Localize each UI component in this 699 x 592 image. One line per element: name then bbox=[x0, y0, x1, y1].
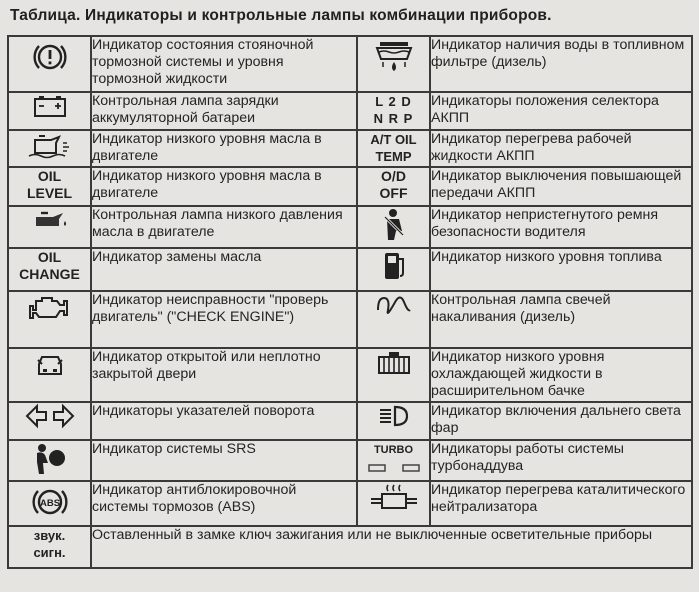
at-oil-temp-label: A/T OIL TEMP bbox=[370, 132, 417, 164]
indicator-description: Оставленный в замке ключ зажигания или не выключенные осветительные приборы bbox=[91, 526, 692, 568]
oil-level-can-icon bbox=[8, 130, 91, 167]
indicator-description: Контрольная лампа зарядки аккумуляторной батареи bbox=[91, 92, 357, 130]
table-row bbox=[8, 481, 692, 526]
seatbelt-icon bbox=[357, 206, 430, 248]
table-row bbox=[8, 92, 692, 130]
indicator-description: Индикаторы работы системы турбонаддува bbox=[430, 440, 692, 481]
battery-icon bbox=[8, 92, 91, 130]
fuel-pump-icon bbox=[357, 248, 430, 291]
indicator-description: Индикатор низкого уровня масла в двигателе bbox=[91, 167, 357, 206]
oil-pressure-icon bbox=[8, 206, 91, 248]
table-row bbox=[8, 206, 692, 248]
indicator-description: Индикатор низкого уровня охлаждающей жидкости в расширительном бачке bbox=[430, 348, 692, 402]
glow-plug-icon bbox=[357, 291, 430, 348]
table-row bbox=[8, 36, 692, 92]
sound-signal-label: звук. сигн. bbox=[33, 528, 66, 560]
indicator-description: Индикатор низкого уровня масла в двигателе bbox=[91, 130, 357, 167]
od-off-label: O/D OFF bbox=[379, 168, 408, 201]
parking-brake-icon bbox=[8, 36, 91, 92]
table-row bbox=[8, 402, 692, 440]
table-row bbox=[8, 248, 692, 291]
indicator-description: Контрольная лампа низкого давления масла в двигателе bbox=[91, 206, 357, 248]
table-row bbox=[8, 167, 692, 206]
oil-change-label: OIL CHANGE bbox=[19, 249, 80, 282]
check-engine-icon bbox=[8, 291, 91, 348]
table-row bbox=[8, 348, 692, 402]
turn-signal-icon bbox=[8, 402, 91, 440]
indicator-description: Индикатор перегрева рабочей жидкости АКПП bbox=[430, 130, 692, 167]
indicator-description: Индикатор системы SRS bbox=[91, 440, 357, 481]
abs-icon bbox=[8, 481, 91, 526]
indicator-description: Индикатор низкого уровня топлива bbox=[430, 248, 692, 291]
indicator-description: Индикаторы указателей поворота bbox=[91, 402, 357, 440]
table-row bbox=[8, 440, 692, 481]
table-row bbox=[8, 130, 692, 167]
indicator-description: Контрольная лампа свечей накаливания (дизель) bbox=[430, 291, 692, 348]
indicator-table bbox=[7, 35, 693, 569]
gear-selector-label: L 2 D N R P bbox=[373, 94, 414, 126]
table-row bbox=[8, 291, 692, 348]
indicator-description: Индикатор непристегнутого ремня безопасности водителя bbox=[430, 206, 692, 248]
indicator-description: Индикатор антиблокировочной системы тормозов (ABS) bbox=[91, 481, 357, 526]
indicator-description: Индикатор выключения повышающей передачи АКПП bbox=[430, 167, 692, 206]
indicator-description: Индикатор замены масла bbox=[91, 248, 357, 291]
indicator-description: Индикаторы положения селектора АКПП bbox=[430, 92, 692, 130]
table-row bbox=[8, 526, 692, 568]
oil-level-label: OIL LEVEL bbox=[26, 168, 73, 201]
indicator-description: Индикатор неисправности "проверь двигатель" ("CHECK ENGINE") bbox=[91, 291, 357, 348]
turbo-label: TURBO bbox=[373, 444, 414, 456]
catalyst-overheat-icon bbox=[357, 481, 430, 526]
water-in-fuel-icon bbox=[357, 36, 430, 92]
indicator-description: Индикатор включения дальнего света фар bbox=[430, 402, 692, 440]
indicator-description: Индикатор наличия воды в топливном фильтре (дизель) bbox=[430, 36, 692, 92]
indicator-description: Индикатор перегрева каталитического нейтрализатора bbox=[430, 481, 692, 526]
abs-icon-label: ABS bbox=[39, 498, 60, 509]
indicator-description: Индикатор открытой или неплотно закрытой двери bbox=[91, 348, 357, 402]
coolant-reservoir-icon bbox=[357, 348, 430, 402]
door-open-icon bbox=[8, 348, 91, 402]
indicator-description: Индикатор состояния стояночной тормозной системы и уровня тормозной жидкости bbox=[91, 36, 357, 92]
table-title: Таблица. Индикаторы и контрольные лампы комбинации приборов. bbox=[10, 7, 552, 24]
airbag-icon bbox=[8, 440, 91, 481]
high-beam-icon bbox=[357, 402, 430, 440]
